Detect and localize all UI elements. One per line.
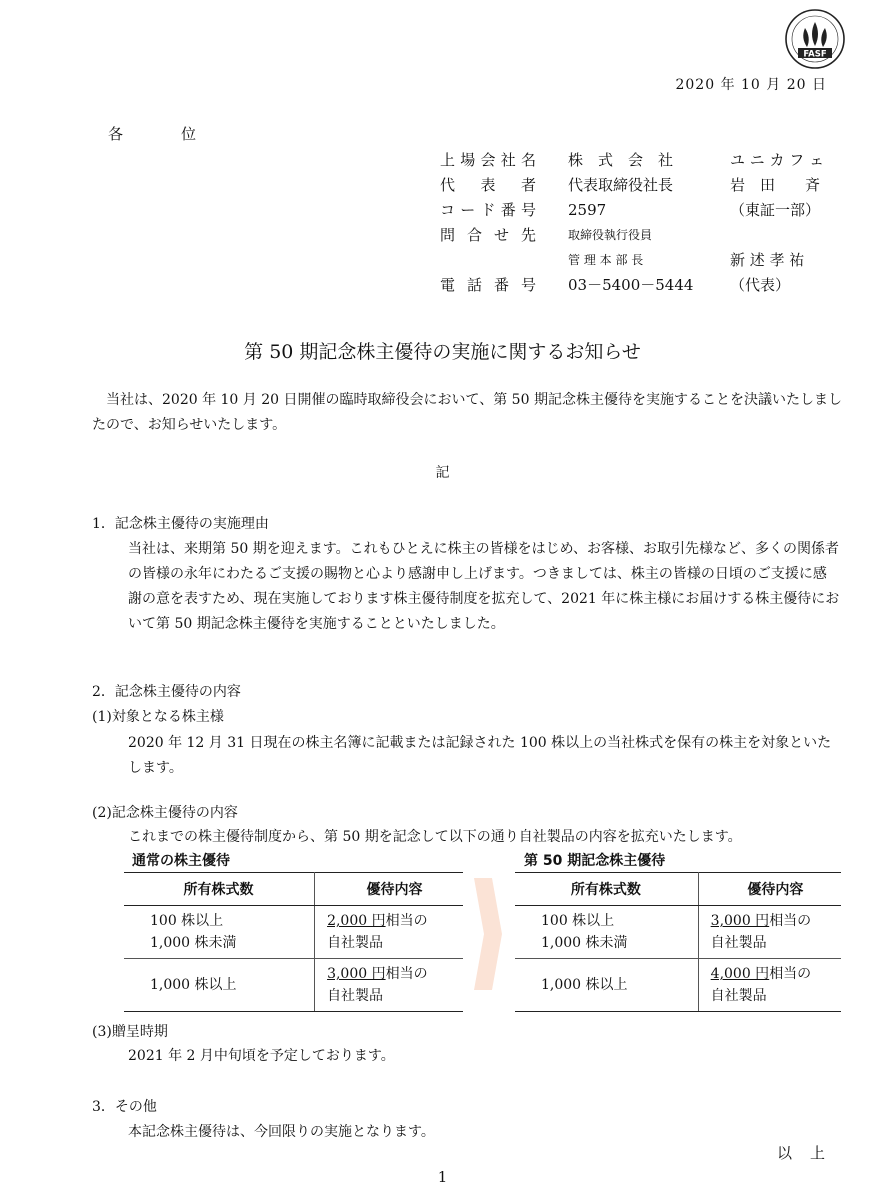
table-cell-benefit: 2,000 円相当の 自社製品 — [315, 906, 463, 959]
info-label: 上場会社名 — [440, 151, 536, 169]
table-cell-shares: 1,000 株以上 — [515, 959, 698, 1012]
table-header: 優待内容 — [315, 873, 463, 906]
section-2-1-body: 2020 年 12 月 31 日現在の株主名簿に記載または記録された 100 株以上の当社株式を保有の株主を対象といたします。 — [128, 735, 832, 776]
section-2-3-heading: (3)贈呈時期 — [92, 1024, 168, 1040]
company-info — [440, 148, 840, 298]
table-row — [124, 959, 463, 1012]
closing-mark: 以上 — [776, 1144, 843, 1162]
section-2-2-body: これまでの株主優待制度から、第 50 期を記念して以下の通り自社製品の内容を拡充いたします。 — [128, 829, 742, 845]
info-row-company — [440, 148, 840, 173]
commemorative-benefit-caption: 第 50 期記念株主優待 — [524, 853, 666, 869]
page-number: 1 — [437, 1168, 448, 1186]
benefit-amount: 3,000 円 — [710, 913, 770, 929]
info-value: 03－5400－5444 — [568, 276, 694, 294]
normal-benefit-caption: 通常の株主優待 — [132, 853, 230, 869]
info-value-2: （東証一部） — [730, 201, 821, 219]
table-cell-benefit: 3,000 円相当の 自社製品 — [698, 906, 841, 959]
section-2-heading: 2．記念株主優待の内容 — [92, 684, 241, 700]
document-title: 第 50 期記念株主優待の実施に関するお知らせ — [244, 341, 641, 363]
info-value: 代表取締役社長 — [568, 176, 674, 194]
section-2-2-heading: (2)記念株主優待の内容 — [92, 805, 238, 821]
info-label: 電話番号 — [440, 276, 536, 294]
info-row-code — [440, 198, 840, 223]
table-header: 所有株式数 — [515, 873, 698, 906]
info-value: 株 式 会 社 — [568, 151, 674, 169]
arrow-shape — [474, 878, 502, 990]
table-row — [515, 959, 841, 1012]
info-label: 代表者 — [440, 176, 536, 194]
info-row-contact-2 — [440, 248, 840, 273]
benefit-amount: 4,000 円 — [710, 966, 770, 982]
commemorative-benefit-table — [515, 872, 841, 1012]
table-header: 優待内容 — [698, 873, 841, 906]
section-3-heading: 3．その他 — [92, 1099, 157, 1115]
info-value-2: （代表） — [730, 276, 791, 294]
info-value-2: 新 述 孝 祐 — [730, 251, 805, 269]
section-1-body: 当社は、来期第 50 期を迎えます。これもひとえに株主の皆様をはじめ、お客様、お取引先様など、多くの関係者の皆様の永年にわたるご支援の賜物と心より感謝申し上げます。つきましては、株主の皆様の日頃のご支援に感謝の意を表すため、現在実施しております株主優待制度を拡充して、2021 年に株主様にお届けする株主優待において第 50 期記念株主優待を実施することといたしました。 — [128, 541, 840, 632]
benefit-amount: 2,000 円 — [327, 913, 386, 929]
info-label: コード番号 — [440, 201, 536, 219]
document-date: 2020 年 10 月 20 日 — [675, 77, 827, 93]
table-cell-shares: 1,000 株以上 — [124, 959, 315, 1012]
table-cell-benefit: 3,000 円相当の 自社製品 — [315, 959, 463, 1012]
table-row — [515, 906, 841, 959]
info-value: 2597 — [568, 201, 607, 219]
info-row-representative — [440, 173, 840, 198]
logo-text: FASF — [803, 49, 827, 60]
info-value-2: 岩 田 斉 — [730, 176, 821, 194]
ki-marker: 記 — [435, 465, 450, 481]
fasf-logo — [784, 8, 846, 70]
info-row-phone — [440, 273, 840, 298]
table-row — [124, 906, 463, 959]
section-1-heading: 1．記念株主優待の実施理由 — [92, 516, 269, 532]
table-header: 所有株式数 — [124, 873, 315, 906]
addressee: 各位 — [108, 125, 255, 143]
normal-benefit-table — [124, 872, 463, 1012]
info-value: 取締役執行役員 — [568, 228, 653, 242]
table-cell-shares: 100 株以上 1,000 株未満 — [124, 906, 315, 959]
right-arrow-icon — [474, 878, 502, 990]
info-value: 管 理 本 部 長 — [568, 253, 644, 267]
info-value-2: ユ ニ カ フ ェ — [730, 151, 825, 169]
section-2-3-body: 2021 年 2 月中旬頃を予定しております。 — [128, 1048, 395, 1064]
section-3-body: 本記念株主優待は、今回限りの実施となります。 — [128, 1124, 435, 1140]
table-cell-shares: 100 株以上 1,000 株未満 — [515, 906, 698, 959]
info-row-contact — [440, 223, 840, 248]
section-2-1-heading: (1)対象となる株主様 — [92, 709, 224, 725]
table-cell-benefit: 4,000 円相当の 自社製品 — [698, 959, 841, 1012]
intro-paragraph: 当社は、2020 年 10 月 20 日開催の臨時取締役会において、第 50 期記念株主優待を実施することを決議いたしましたので、お知らせいたします。 — [92, 392, 842, 433]
info-label: 問合せ先 — [440, 226, 536, 244]
benefit-amount: 3,000 円 — [327, 966, 386, 982]
